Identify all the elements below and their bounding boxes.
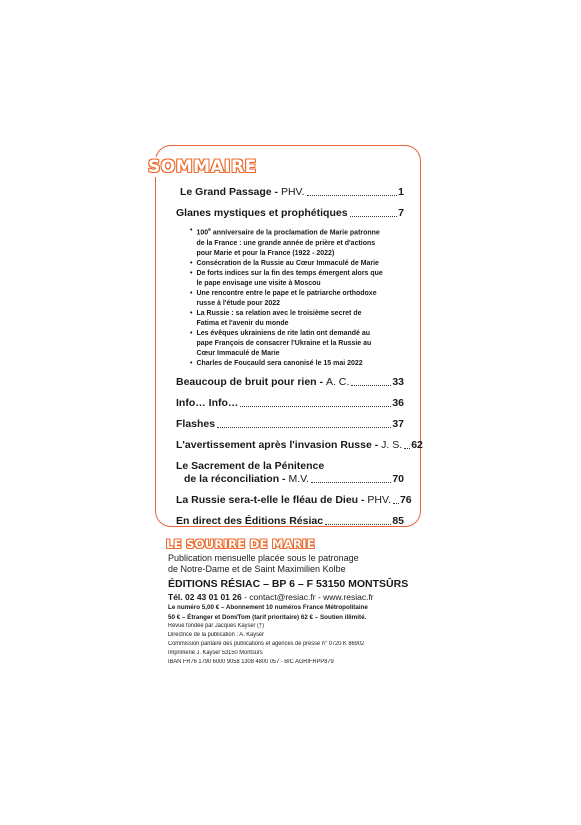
commission-line: Commission paritaire des publications et agences de presse n° 0720 K 86902 bbox=[168, 641, 365, 648]
sub-topic-list bbox=[190, 225, 404, 368]
sub-topic-item: • De forts indices sur la fin des temps émergent alors que le pape envisage une visite à Moscou bbox=[190, 268, 385, 288]
contact-line bbox=[168, 592, 418, 603]
entry-page: 37 bbox=[392, 417, 404, 430]
iban-line: IBAN FR76 1790 6000 9058 1308 4800 057 - BIC AGRIFRPP879 bbox=[168, 659, 334, 666]
toc-entries bbox=[176, 186, 423, 536]
toc-entry-multiline[interactable]: Le Sacrement de la Pénitence de la réconciliation - M.V. 70 bbox=[176, 459, 404, 485]
email-web-links[interactable]: - contact@resiac.fr - www.resiac.fr bbox=[241, 592, 374, 602]
price-line: 50 € – Étranger et Dom/Tom (tarif prioritaire) 62 € – Soutien illimité. bbox=[168, 613, 367, 621]
leader-dots bbox=[350, 216, 398, 217]
leader-dots bbox=[311, 482, 391, 483]
magazine-title: LE SOURIRE DE MARIE bbox=[166, 537, 315, 551]
toc-heading: SOMMAIRE bbox=[144, 157, 261, 177]
entry-title: Le Grand Passage - bbox=[180, 186, 281, 198]
toc-entry[interactable]: En direct des Éditions Résiac 85 bbox=[176, 514, 404, 527]
entry-page: 70 bbox=[392, 472, 404, 485]
toc-entry[interactable]: Beaucoup de bruit pour rien - A. C. 33 bbox=[176, 375, 404, 388]
entry-page: 62 bbox=[411, 438, 423, 451]
colophon bbox=[168, 553, 418, 667]
publication-line: de Notre-Dame et de Saint Maximilien Kolbe bbox=[168, 564, 346, 574]
price-line: Le numéro 5,00 € – Abonnement 10 numéros France Métropolitaine bbox=[168, 604, 368, 611]
leader-dots bbox=[393, 503, 399, 504]
publication-line: Publication mensuelle placée sous le patronage bbox=[168, 553, 359, 563]
toc-entry[interactable] bbox=[176, 207, 404, 220]
leader-dots bbox=[404, 448, 410, 449]
entry-title: Glanes mystiques et prophétiques bbox=[176, 207, 348, 219]
leader-dots bbox=[325, 524, 391, 525]
entry-page: 1 bbox=[398, 186, 404, 198]
sub-topic-item: • Charles de Foucauld sera canonisé le 15 mai 2022 bbox=[190, 358, 385, 368]
entry-page: 36 bbox=[392, 396, 404, 409]
sub-topic-item: • 100e anniversaire de la proclamation de Marie patronne de la France : une grande année de prière et d'actions pour Marie et pour la France (1922 - 2022) bbox=[190, 225, 385, 258]
leader-dots bbox=[217, 427, 391, 428]
entry-page: 76 bbox=[399, 493, 412, 506]
sub-topic-item: • Consécration de la Russie au Cœur Immaculé de Marie bbox=[190, 258, 385, 268]
entry-page: 7 bbox=[398, 207, 404, 219]
entry-page: 33 bbox=[392, 375, 404, 388]
sub-topic-item: • Une rencontre entre le pape et le patriarche orthodoxe russe à l'étude pour 2022 bbox=[190, 288, 385, 308]
phone-number[interactable]: Tél. 02 43 01 01 26 bbox=[168, 592, 242, 602]
leader-dots bbox=[307, 195, 398, 196]
leader-dots bbox=[240, 406, 391, 407]
founder-line: Revue fondée par Jacques Kayser (†) bbox=[168, 623, 265, 630]
sub-topic-item: • Les évêques ukrainiens de rite latin ont demandé au pape François de consacrer l'Ukraine et la Russie au Cœur Immaculé de Marie bbox=[190, 328, 385, 358]
toc-entry[interactable] bbox=[176, 186, 404, 199]
toc-entry[interactable]: L'avertissement après l'invasion Russe - J. S. 62 bbox=[176, 438, 423, 451]
toc-entry[interactable]: La Russie sera-t-elle le fléau de Dieu - PHV. 76 bbox=[176, 493, 412, 506]
leader-dots bbox=[351, 385, 391, 386]
entry-author: PHV. bbox=[280, 186, 305, 198]
toc-entry[interactable]: Info… Info… 36 bbox=[176, 396, 404, 409]
printer-line: Imprimerie J. Kayser 53150 Montsûrs bbox=[168, 650, 263, 657]
sub-topic-item: • La Russie : sa relation avec le troisième secret de Fatima et l'avenir du monde bbox=[190, 308, 385, 328]
entry-page: 85 bbox=[392, 514, 404, 527]
entry-title: Le Sacrement de la Pénitence bbox=[176, 459, 325, 472]
toc-entry[interactable]: Flashes 37 bbox=[176, 417, 404, 430]
director-line: Directrice de la publication : A. Kayser bbox=[168, 632, 265, 639]
publisher-address: ÉDITIONS RÉSIAC – BP 6 – F 53150 MONTSÛRS bbox=[168, 578, 409, 590]
